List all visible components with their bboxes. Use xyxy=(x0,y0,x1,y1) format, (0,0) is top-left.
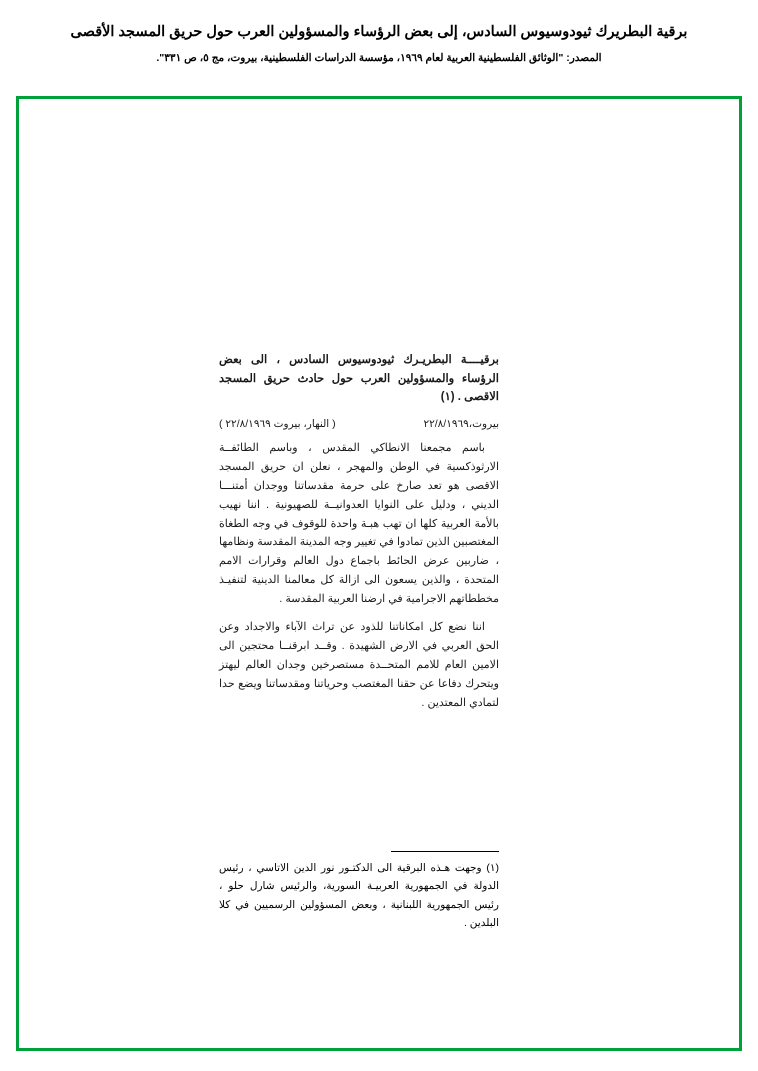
body-paragraph: اننا نضع كل امكاناتنا للذود عن تراث الآباء والاجداد وعن الحق العربي في الارض الشهيدة . وقــد ابرقنــا محتجين الى الامين العام للامم المتحــدة مستصرخين وجدان العالم ليهتز ويتحرك دفاعا عن حقنا المغتصب وحرياتنا ومقدساتنا ويضع حدا لتمادي المعتدين . xyxy=(219,621,499,709)
page-title: برقية البطريرك ثيودوسيوس السادس، إلى بعض الرؤساء والمسؤولين العرب حول حريق المسجد الأقصى xyxy=(70,24,688,40)
body-paragraph: باسم مجمعنا الانطاكي المقدس ، وباسم الطائفــة الارثوذكسية في الوطن والمهجر ، نعلن ان حريق المسجد الاقصى هو تعد صارخ على حرمة مقدساتنا ووجدان أمتنـــا الديني ، ودليل على النوايا العدوانيــة للصهيونية . اننا نهيب بالأمة العربية كلها ان تهب هبـة واحدة للوقوف في وجه الطغاة المغتصبين الذين تمادوا في تغيير وجه المدينة المقدسة ونظامها ، ضاربين عرض الحائط باجماع دول العالم وقرارات الامم المتحدة ، والذين يسعون الى ازالة كل معالمنا الدينية لتنفيـذ مخططاتهم الاجرامية في ارضنا العربية المقدسة . xyxy=(219,441,499,606)
telegram-heading: برقيــــة البطريـرك ثيودوسيوس السادس ، الى بعض الرؤساء والمسؤولين العرب حول حادث حريق المسجد الاقصى . (١) xyxy=(219,354,499,404)
footnote xyxy=(219,851,499,933)
dateline xyxy=(219,418,499,430)
scanned-text-block xyxy=(219,351,499,713)
footnote-divider xyxy=(391,851,499,852)
document-scan-area xyxy=(19,99,739,1048)
page-header xyxy=(0,0,758,67)
document-frame xyxy=(16,96,742,1051)
dateline-place-date: بيروت،٢٢/٨/١٩٦٩ xyxy=(423,417,499,430)
footnote-text: (١) وجهت هـذه البرقية الى الدكتـور نور الدين الاتاسي ، رئيس الدولة في الجمهورية العربيـة السورية، والرئيس شارل حلو ، رئيس الجمهورية اللبنانية ، وبعض المسؤولين الرسميين في كلا البلدين . xyxy=(219,862,499,930)
source-citation: المصدر: "الوثائق الفلسطينية العربية لعام ١٩٦٩، مؤسسة الدراسات الفلسطينية، بيروت، مج ٥، ص ٣٣١". xyxy=(156,51,602,64)
dateline-source: ( النهار، بيروت ٢٢/٨/١٩٦٩ ) xyxy=(219,417,336,430)
